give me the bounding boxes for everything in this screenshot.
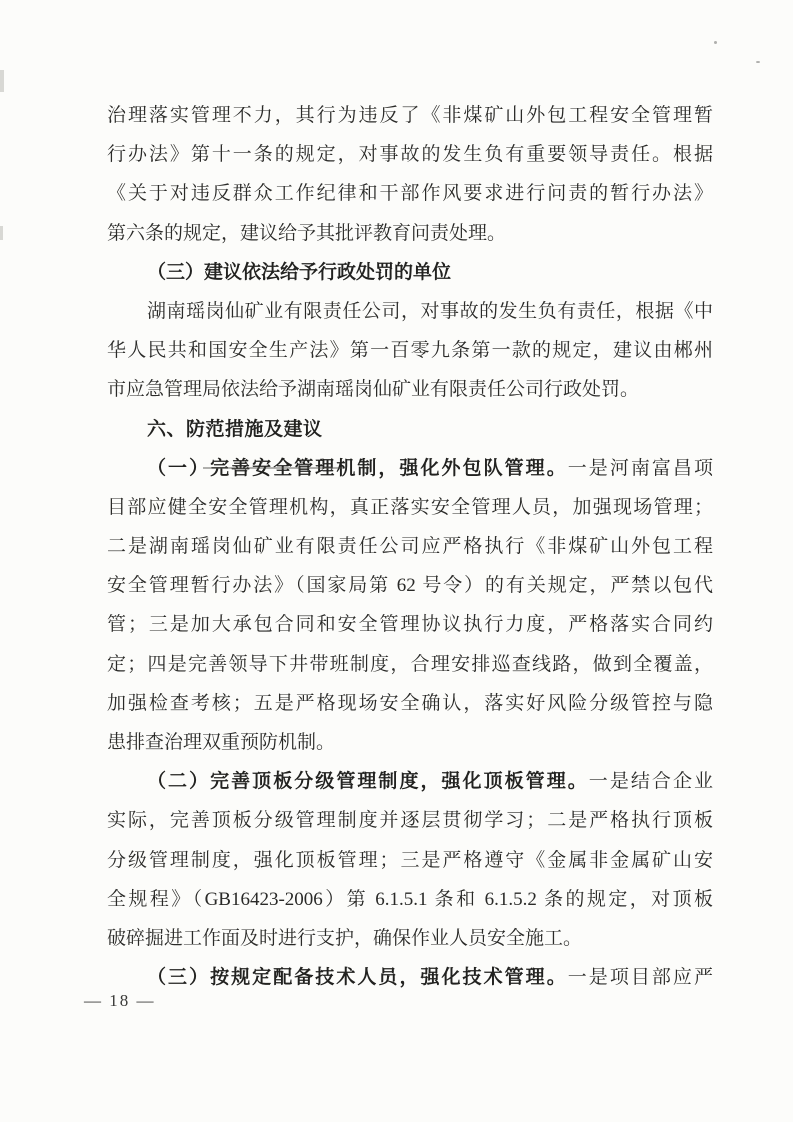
text-line xyxy=(107,762,713,801)
body-text: 全规程》（GB16423-2006）第 6.1.5.1 条和 6.1.5.2 条的规定，对顶板 xyxy=(107,888,713,910)
body-text: 目部应健全安全管理机构，真正落实安全管理人员，加强现场管理； xyxy=(107,496,713,518)
scan-smudge xyxy=(0,70,4,92)
body-text: 湖南瑶岗仙矿业有限责任公司，对事故的发生负有责任，根据《中 xyxy=(147,300,713,322)
body-text: 分级管理制度，强化顶板管理；三是严格遵守《金属非金属矿山安 xyxy=(107,849,713,871)
body-text: 一是结合企业 xyxy=(588,771,713,793)
text-line xyxy=(107,527,713,566)
body-text: 第六条的规定，建议给予其批评教育问责处理。 xyxy=(107,222,507,244)
text-line xyxy=(107,958,713,997)
text-line xyxy=(107,135,713,174)
text-line xyxy=(107,566,713,605)
body-text: 安全管理暂行办法》（国家局第 62 号令）的有关规定，严禁以包代 xyxy=(107,575,713,597)
text-line xyxy=(107,919,713,958)
page-number: — 18 — xyxy=(84,991,156,1010)
body-text: 加强检查考核；五是严格现场安全确认，落实好风险分级管控与隐 xyxy=(107,692,713,714)
scan-smudge xyxy=(0,226,3,240)
text-line xyxy=(107,801,713,840)
text-line xyxy=(107,292,713,331)
scan-strike-artifact xyxy=(203,467,343,469)
heading-text: （三）建议依法给予行政处罚的单位 xyxy=(147,261,452,283)
body-text: 市应急管理局依法给予湖南瑶岗仙矿业有限责任公司行政处罚。 xyxy=(107,379,640,401)
body-text: 定；四是完善领导下井带班制度，合理安排巡查线路，做到全覆盖， xyxy=(107,653,713,675)
body-text: 破碎掘进工作面及时进行支护，确保作业人员安全施工。 xyxy=(107,927,583,949)
body-text: 行办法》第十一条的规定，对事故的发生负有重要领导责任。根据 xyxy=(107,144,713,166)
text-line xyxy=(107,253,713,292)
heading-text: （一）完善安全管理机制，强化外包队管理。 xyxy=(147,457,568,479)
heading-text: （二）完善顶板分级管理制度，强化顶板管理。 xyxy=(147,771,589,793)
body-text: 患排查治理双重预防机制。 xyxy=(107,732,336,753)
body-text: 华人民共和国安全生产法》第一百零九条第一款的规定，建议由郴州 xyxy=(107,340,713,362)
scan-speck xyxy=(756,61,760,63)
text-line xyxy=(107,96,713,135)
scan-speck xyxy=(714,41,717,44)
text-line xyxy=(107,841,713,880)
text-line xyxy=(107,645,713,684)
body-text: 一是河南富昌项 xyxy=(567,457,713,479)
text-line xyxy=(107,174,713,213)
body-text: 管；三是加大承包合同和安全管理协议执行力度，严格落实合同约 xyxy=(107,614,713,636)
text-line xyxy=(107,684,713,723)
body-text: 《关于对违反群众工作纪律和干部作风要求进行问责的暂行办法》 xyxy=(107,183,713,205)
body-text: 实际，完善顶板分级管理制度并逐层贯彻学习；二是严格执行顶板 xyxy=(107,810,713,832)
text-line xyxy=(107,880,713,919)
text-line xyxy=(107,370,713,409)
text-line xyxy=(107,605,713,644)
text-line xyxy=(107,488,713,527)
text-line xyxy=(107,449,713,488)
body-text: 治理落实管理不力，其行为违反了《非煤矿山外包工程安全管理暂 xyxy=(107,105,713,126)
text-line xyxy=(107,331,713,370)
text-line xyxy=(107,214,713,253)
text-line xyxy=(107,723,713,762)
heading-text: （三）按规定配备技术人员，强化技术管理。 xyxy=(147,967,568,989)
body-text: 二是湖南瑶岗仙矿业有限责任公司应严格执行《非煤矿山外包工程 xyxy=(107,536,713,558)
text-line xyxy=(107,410,713,449)
text-block xyxy=(107,96,713,997)
heading-text: 六、防范措施及建议 xyxy=(147,418,323,440)
body-text: 一是项目部应严 xyxy=(567,967,713,989)
